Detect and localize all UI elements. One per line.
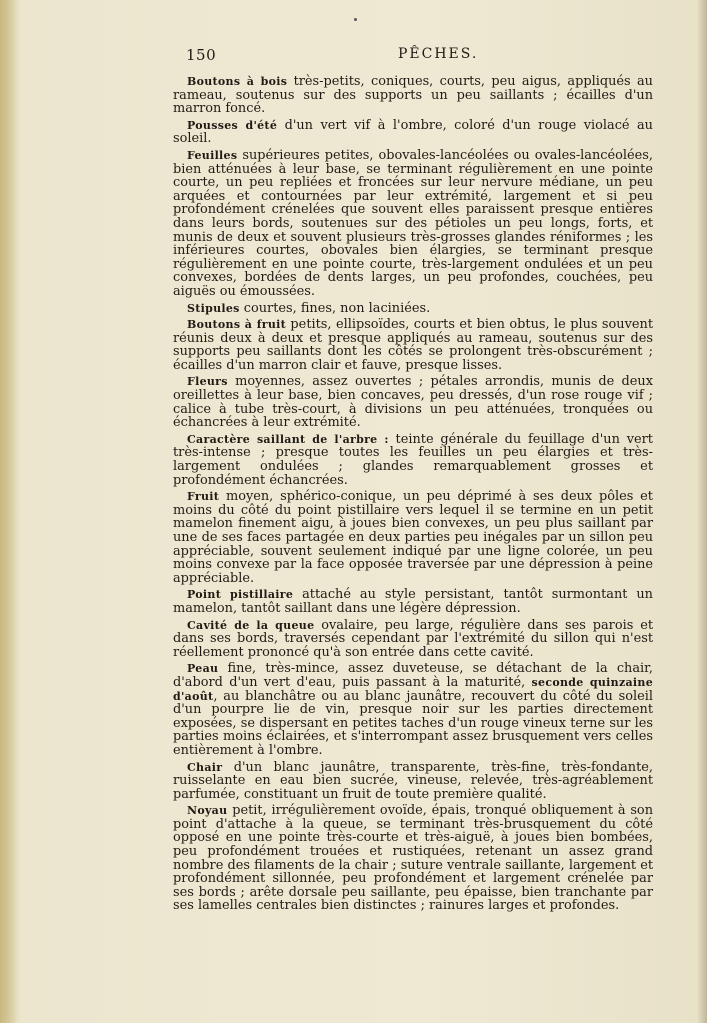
term-maturity: seconde quinzaine d'août [173, 675, 653, 703]
text: fine, très-mince, assez duveteuse, se détachant de la chair, d'abord d'un vert d'eau, puis passant à la maturité, [173, 661, 653, 690]
paragraph-point-pistillaire [173, 588, 653, 615]
term: Boutons à fruit [187, 318, 286, 332]
term: Feuilles [187, 148, 238, 162]
paragraph-fleurs [173, 375, 653, 429]
term: Chair [187, 760, 223, 774]
text: très-petits, coniques, courts, peu aigus, appliqués au rameau, soutenus sur des supports un peu saillants ; écailles d'un marron foncé. [173, 74, 653, 117]
paragraph-peau [173, 662, 653, 757]
paragraph-boutons-a-bois [173, 75, 653, 116]
page-number: 150 [186, 46, 217, 64]
paragraph-caractere [173, 433, 653, 487]
term: Fruit [187, 490, 220, 504]
text: ovalaire, peu large, régulière dans ses parois et dans ses bords, traversés cependant par l'extrémité du sillon qui n'est réellement prononcé qu'à son entrée dans cette cavité. [173, 617, 653, 660]
term: Stipules [187, 301, 240, 315]
text: d'un vert vif à l'ombre, coloré d'un rouge violacé au soleil. [173, 117, 653, 147]
paragraph-chair [173, 761, 653, 802]
text: attaché au style persistant, tantôt surmontant un mamelon, tantôt saillant dans une légère dépression. [173, 587, 653, 616]
term: Noyau [187, 804, 228, 818]
term: Pousses d'été [187, 118, 278, 132]
text: moyen, sphérico-conique, un peu déprimé à ses deux pôles et moins du côté du point pistillaire vers lequel il se termine en un petit mamelon finement aigu, à joues bien convexes, un peu plus saillant par une de ses faces partagée en deux parties peu inégales par un sillon peu appréciable, souvent seulement indiqué par une ligne colorée, un peu moins convexe par la face opposée traversée par une dépression à peine appréciable. [173, 489, 653, 586]
paragraph-fruit [173, 490, 653, 585]
text: teinte générale du feuillage d'un vert très-intense ; presque toutes les feuilles un peu élargies et très-largement ondulées ; glandes remarquablement grosses et profondément échancrées. [173, 431, 653, 488]
paragraph-feuilles [173, 149, 653, 299]
paragraph-boutons-a-fruit [173, 318, 653, 372]
paragraph-cavite [173, 619, 653, 660]
text: , au blanchâtre ou au blanc jaunâtre, recouvert du côté du soleil d'un pourpre lie de vin, presque noir sur les parties directement exposées, se dispersant en petites taches d'un rouge vineux terne sur les parties moins éclairées, et s'interrompant assez brusquement vers celles entièrement à l'ombre. [173, 688, 653, 758]
term: Fleurs [187, 375, 228, 389]
term: Caractère saillant de l'arbre : [187, 432, 389, 446]
paragraph-noyau [173, 804, 653, 913]
page-body [173, 75, 653, 916]
paragraph-pousses [173, 119, 653, 146]
text: moyennes, assez ouvertes ; pétales arrondis, munis de deux oreillettes à leur base, bien concaves, peu dressés, d'un rose rouge vif ; calice à tube très-court, à divisions un peu atténuées, tronquées ou échancrées à leur extrémité. [173, 374, 653, 431]
text: petit, irrégulièrement ovoïde, épais, tronqué obliquement à son point d'attache à la queue, se terminant très-brusquement du côté opposé en une pointe très-courte et très-aiguë, à joues bien bombées, peu profondément trouées et rustiquées, retenant un assez grand nombre des filaments de la chair ; suture ventrale saillante, largement et profondément sillonnée, peu profondément et largement crénelée par ses bords ; arête dorsale peu saillante, peu épaisse, bien tranchante par ses lamelles centrales bien distinctes ; rainures larges et profondes. [173, 803, 653, 914]
text: d'un blanc jaunâtre, transparente, très-fine, très-fondante, ruisselante en eau bien sucrée, vineuse, relevée, très-agréablement parfumée, constituant un fruit de toute première qualité. [173, 759, 653, 802]
print-mark [354, 18, 357, 21]
term: Point pistillaire [187, 588, 294, 602]
page-header [186, 46, 656, 68]
text: petits, ellipsoïdes, courts et bien obtus, le plus souvent réunis deux à deux et presque appliqués au rameau, soutenus sur des supports peu saillants dont les côtés se prolongent très-obscurément ; écailles d'un marron clair et fauve, presque lisses. [173, 317, 654, 373]
text: supérieures petites, obovales-lancéolées ou ovales-lancéolées, bien atténuées à leur base, se terminant régulièrement en une pointe courte, un peu repliées et froncées sur leur nervure médiane, un peu arquées et contournées par leur extrémité, largement et si peu profondément crénelées que souvent elles paraissent presque entières dans leurs bords, soutenues sur des pétioles un peu longs, forts, et munis de deux et souvent plusieurs très-grosses glandes réniformes ; les inférieures courtes, obovales bien élargies, se terminant presque régulièrement en une pointe courte, très-largement ondulées et un peu convexes, bordées de dents larges, un peu profondes, couchées, peu aiguës ou émoussées. [173, 147, 653, 299]
gutter-shadow [0, 0, 18, 1023]
term: Cavité de la queue [187, 618, 315, 632]
term: Peau [187, 662, 219, 676]
running-title: PÊCHES. [398, 46, 479, 62]
text: courtes, fines, non laciniées. [239, 300, 431, 316]
term: Boutons à bois [187, 75, 288, 88]
paragraph-stipules [173, 302, 653, 316]
page-edge [697, 0, 707, 1023]
